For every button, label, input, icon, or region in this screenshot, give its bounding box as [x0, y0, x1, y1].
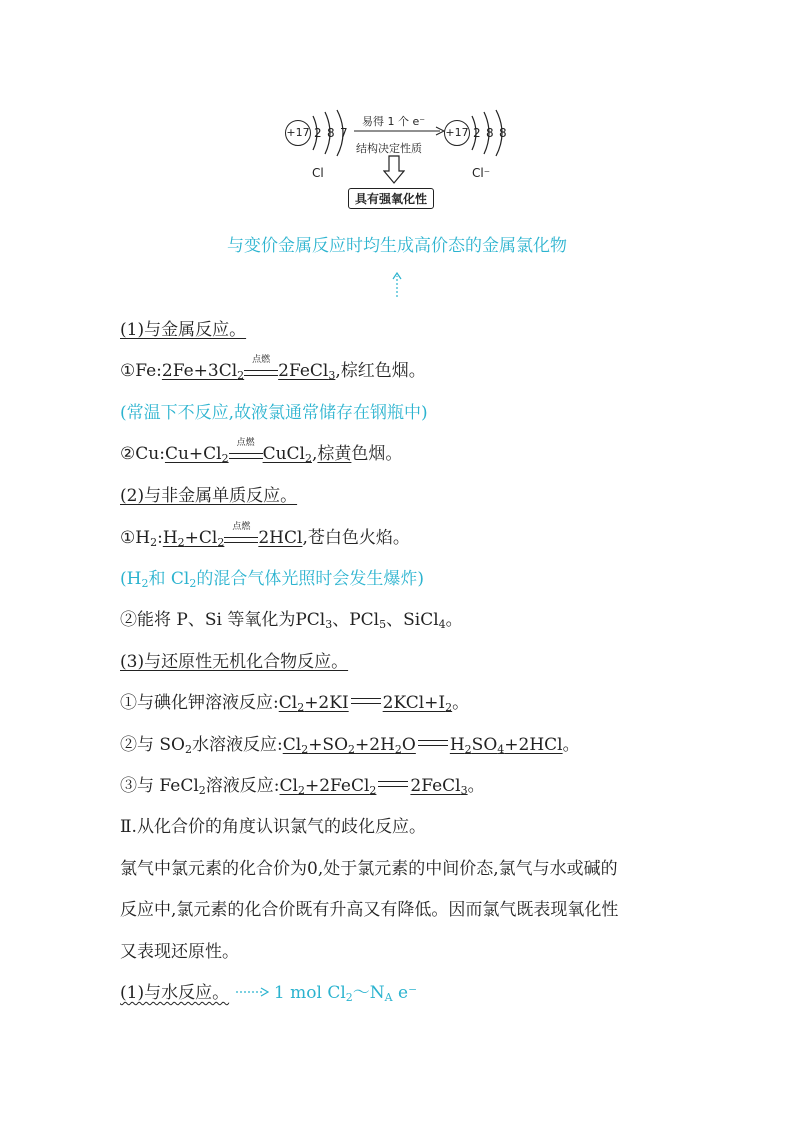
shell-right-3: 8	[499, 126, 507, 140]
shell-left-2: 8	[327, 126, 335, 140]
nucleus-right: +17	[444, 120, 470, 146]
note-explosion: ($H_2$和 $Cl_2$的混合气体光照时会发生爆炸)	[120, 569, 424, 590]
line-fecl2: ③与 FeCl$_2$溶液反应$:Cl_2+2FeCl_2$ 2FeCl$_3$。	[120, 776, 485, 797]
shell-left-1: 2	[314, 126, 322, 140]
line-so2: ②与 $SO_2$水溶液反应$:Cl_2+SO_2+2H_2O$ $H_2SO_4+2HCl$。	[120, 735, 580, 756]
label-cl: Cl	[312, 166, 324, 180]
shell-right-1: 2	[473, 126, 481, 140]
dotted-up-arrow	[392, 272, 402, 298]
line-fe: $①Fe:2Fe+3Cl_2$ 点燃 2FeCl$_3$,棕红色烟。	[120, 355, 426, 382]
property-box: 具有强氧化性	[348, 188, 434, 209]
arrow-top-label: 易得 1 个 e⁻	[362, 115, 426, 128]
line-water-reaction: (1)与水反应。 1 mol $Cl_2\sim N_A$ e⁻	[120, 983, 418, 1004]
label-cl-ion: Cl⁻	[472, 166, 491, 180]
section-disproportionation: Ⅱ.从化合价的角度认识氯气的歧化反应。	[120, 817, 426, 837]
headline-note: 与变价金属反应时均生成高价态的金属氯化物	[227, 236, 567, 256]
paragraph-line-1: 氯气中氯元素的化合价为0,处于氯元素的中间价态,氯气与水或碱的	[120, 859, 618, 879]
nucleus-left: +17	[285, 120, 311, 146]
line-metal-reaction: (1)与金属反应。	[120, 320, 247, 340]
shell-left-3: 7	[340, 126, 348, 140]
line-nonmetal-reaction: (2)与非金属单质反应。	[120, 486, 298, 506]
line-reducing-compound: (3)与还原性无机化合物反应。	[120, 652, 349, 672]
arrow-bottom-label: 结构决定性质	[356, 142, 422, 155]
paragraph-line-2: 反应中,氯元素的化合价既有升高又有降低。因而氯气既表现氧化性	[120, 900, 619, 920]
line-oxidize-p-si: ②能将 P、Si 等氧化为PCl$_3$、PCl$_5$、SiCl$_4$。	[120, 610, 463, 631]
line-ki: ①与碘化钾溶液反应$:Cl_2+2KI$ $2KCl+I_2$。	[120, 693, 470, 714]
note-liquid-chlorine: (常温下不反应,故液氯通常储存在钢瓶中)	[120, 403, 428, 423]
line-h2: $①H_2:H_2+Cl_2$ 点燃 2HCl,苍白色火焰。	[120, 522, 410, 549]
transfer-arrow	[354, 126, 446, 136]
shell-right-2: 8	[486, 126, 494, 140]
dotted-right-arrow	[235, 987, 269, 997]
paragraph-line-3: 又表现还原性。	[120, 942, 239, 962]
line-cu: $②Cu:Cu+Cl_2$ 点燃 CuCl$_2$,棕黄色烟。	[120, 438, 403, 465]
hollow-down-arrow	[383, 155, 405, 185]
